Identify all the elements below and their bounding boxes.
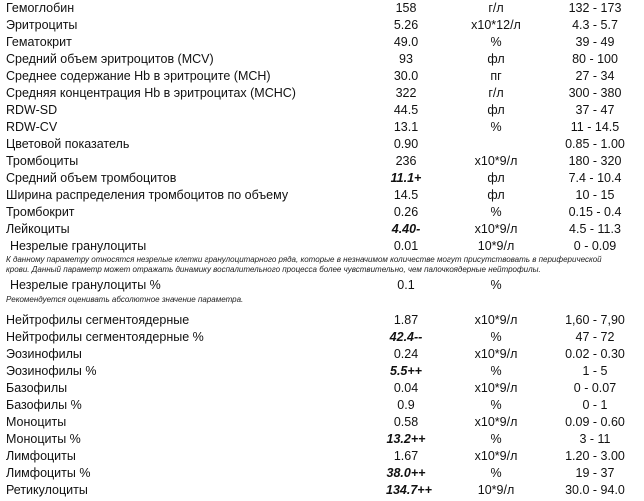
param-name: Лимфоциты % (6, 466, 91, 480)
result-row (0, 51, 644, 68)
param-unit: % (490, 364, 502, 378)
result-row (0, 380, 644, 397)
param-value-flagged: 38.0++ (386, 466, 426, 480)
param-name: Средний объем тромбоцитов (6, 171, 177, 185)
param-value: 0.04 (393, 381, 419, 395)
param-name: Тромбоциты (6, 154, 79, 168)
result-row (0, 397, 644, 414)
param-value-flagged: 11.1+ (390, 171, 422, 185)
param-unit: % (490, 432, 502, 446)
param-reference: 180 - 320 (568, 154, 622, 168)
result-row (0, 102, 644, 119)
param-name: Моноциты % (6, 432, 81, 446)
param-name: Ретикулоциты (6, 483, 88, 497)
param-reference: 0.02 - 0.30 (565, 347, 625, 361)
param-unit: г/л (488, 1, 504, 15)
param-name: Нейтрофилы сегментоядерные % (6, 330, 204, 344)
param-value: 0.58 (393, 415, 419, 429)
result-row (0, 153, 644, 170)
param-reference: 0 - 1 (582, 398, 608, 412)
param-unit: 10*9/л (477, 483, 515, 497)
param-unit: 10*9/л (477, 239, 515, 253)
param-reference: 0.85 - 1.00 (565, 137, 625, 151)
param-unit: фл (487, 52, 505, 66)
absolute-value-note: Рекомендуется оценивать абсолютное значение параметра. (6, 295, 244, 304)
param-reference: 37 - 47 (575, 103, 615, 117)
param-name: Эозинофилы (6, 347, 82, 361)
result-row (0, 187, 644, 204)
param-name: Эозинофилы % (6, 364, 97, 378)
param-reference: 1.20 - 3.00 (565, 449, 625, 463)
result-row (0, 465, 644, 482)
param-reference: 1 - 5 (582, 364, 608, 378)
param-reference: 0 - 0.09 (573, 239, 617, 253)
param-value-flagged: 4.40- (391, 222, 421, 236)
param-unit: % (490, 120, 502, 134)
param-unit: фл (487, 103, 505, 117)
param-value: 158 (395, 1, 417, 15)
param-name: Нейтрофилы сегментоядерные (6, 313, 190, 327)
param-name: Эритроциты (6, 18, 78, 32)
result-row (0, 119, 644, 136)
result-row (0, 34, 644, 51)
param-unit: х10*9/л (474, 415, 518, 429)
param-reference: 39 - 49 (575, 35, 615, 49)
param-reference: 0 - 0.07 (573, 381, 617, 395)
param-value: 0.01 (393, 239, 419, 253)
param-unit: % (490, 330, 502, 344)
param-unit: фл (487, 171, 505, 185)
result-row (0, 68, 644, 85)
granulocytes-note-line-1: К данному параметру относятся незрелые клетки гранулоцитарного ряда, которые в незначимом количестве могут присутствовать в периферической (6, 255, 602, 264)
param-value: 5.26 (393, 18, 419, 32)
param-name: Гематокрит (6, 35, 72, 49)
param-reference: 300 - 380 (568, 86, 622, 100)
param-unit: г/л (488, 86, 504, 100)
param-reference: 7.4 - 10.4 (568, 171, 622, 185)
param-value: 44.5 (393, 103, 419, 117)
param-value: 1.67 (393, 449, 419, 463)
result-row (0, 170, 644, 187)
param-unit: х10*9/л (474, 222, 518, 236)
param-reference: 4.5 - 11.3 (569, 222, 621, 236)
result-row (0, 329, 644, 346)
param-value: 93 (399, 52, 413, 66)
param-name: Ширина распределения тромбоцитов по объему (6, 188, 289, 202)
param-reference: 80 - 100 (572, 52, 618, 66)
param-value: 49.0 (393, 35, 419, 49)
result-row (0, 277, 644, 294)
param-unit: % (490, 398, 502, 412)
param-name: Базофилы % (6, 398, 82, 412)
param-unit: фл (487, 188, 505, 202)
result-row (0, 136, 644, 153)
param-name: Цветовой показатель (6, 137, 130, 151)
param-reference: 47 - 72 (575, 330, 615, 344)
param-name: Лимфоциты (6, 449, 76, 463)
param-value: 0.90 (393, 137, 419, 151)
result-row (0, 346, 644, 363)
param-value: 0.1 (397, 278, 415, 292)
param-reference: 0.15 - 0.4 (568, 205, 622, 219)
result-row (0, 221, 644, 238)
param-value-flagged: 5.5++ (390, 364, 422, 378)
param-value: 322 (395, 86, 417, 100)
param-value: 30.0 (393, 69, 419, 83)
param-reference: 3 - 11 (579, 432, 611, 446)
param-value: 1.87 (393, 313, 419, 327)
param-reference: 19 - 37 (575, 466, 615, 480)
result-row (0, 482, 644, 499)
param-value-flagged: 13.2++ (386, 432, 426, 446)
param-value: 0.26 (393, 205, 419, 219)
param-unit: пг (490, 69, 502, 83)
param-value: 0.24 (393, 347, 419, 361)
result-row (0, 85, 644, 102)
param-unit: х10*9/л (474, 347, 518, 361)
param-reference: 30.0 - 94.0 (565, 483, 625, 497)
param-value: 14.5 (393, 188, 419, 202)
param-reference: 27 - 34 (575, 69, 615, 83)
param-value-flagged: 134.7++ (386, 483, 432, 497)
param-unit: % (490, 466, 502, 480)
result-row (0, 431, 644, 448)
param-name: RDW-CV (6, 120, 58, 134)
result-row (0, 238, 644, 255)
result-row (0, 363, 644, 380)
param-unit: х10*9/л (474, 449, 518, 463)
result-row (0, 17, 644, 34)
param-unit: х10*9/л (474, 313, 518, 327)
result-row (0, 0, 644, 17)
param-value-flagged: 42.4-- (389, 330, 423, 344)
param-name: Незрелые гранулоциты % (10, 278, 161, 292)
param-unit: х10*9/л (474, 154, 518, 168)
param-name: Лейкоциты (6, 222, 70, 236)
param-name: Средняя концентрация Hb в эритроцитах (MCHC) (6, 86, 296, 100)
param-value: 0.9 (397, 398, 415, 412)
param-reference: 11 - 14.5 (570, 120, 620, 134)
result-row (0, 204, 644, 221)
param-unit: % (490, 278, 502, 292)
param-name: Средний объем эритроцитов (MCV) (6, 52, 214, 66)
param-unit: х10*12/л (471, 18, 521, 32)
param-value: 13.1 (393, 120, 419, 134)
param-reference: 10 - 15 (575, 188, 615, 202)
granulocytes-note-line-2: крови. Данный параметр может отражать динамику воспалительного процесса более чувствительно, чем палочкоядерные нейтрофилы. (6, 265, 541, 274)
param-name: Моноциты (6, 415, 67, 429)
param-name: Базофилы (6, 381, 68, 395)
param-unit: х10*9/л (474, 381, 518, 395)
param-reference: 4.3 - 5.7 (572, 18, 618, 32)
param-name: Незрелые гранулоциты (10, 239, 147, 253)
result-row (0, 414, 644, 431)
param-name: Тромбокрит (6, 205, 75, 219)
param-reference: 1,60 - 7,90 (565, 313, 625, 327)
param-value: 236 (395, 154, 417, 168)
result-row (0, 312, 644, 329)
param-name: RDW-SD (6, 103, 58, 117)
param-reference: 132 - 173 (568, 1, 622, 15)
param-name: Гемоглобин (6, 1, 75, 15)
param-unit: % (490, 35, 502, 49)
result-row (0, 448, 644, 465)
param-name: Среднее содержание Hb в эритроците (MCH) (6, 69, 271, 83)
param-reference: 0.09 - 0.60 (565, 415, 625, 429)
param-unit: % (490, 205, 502, 219)
